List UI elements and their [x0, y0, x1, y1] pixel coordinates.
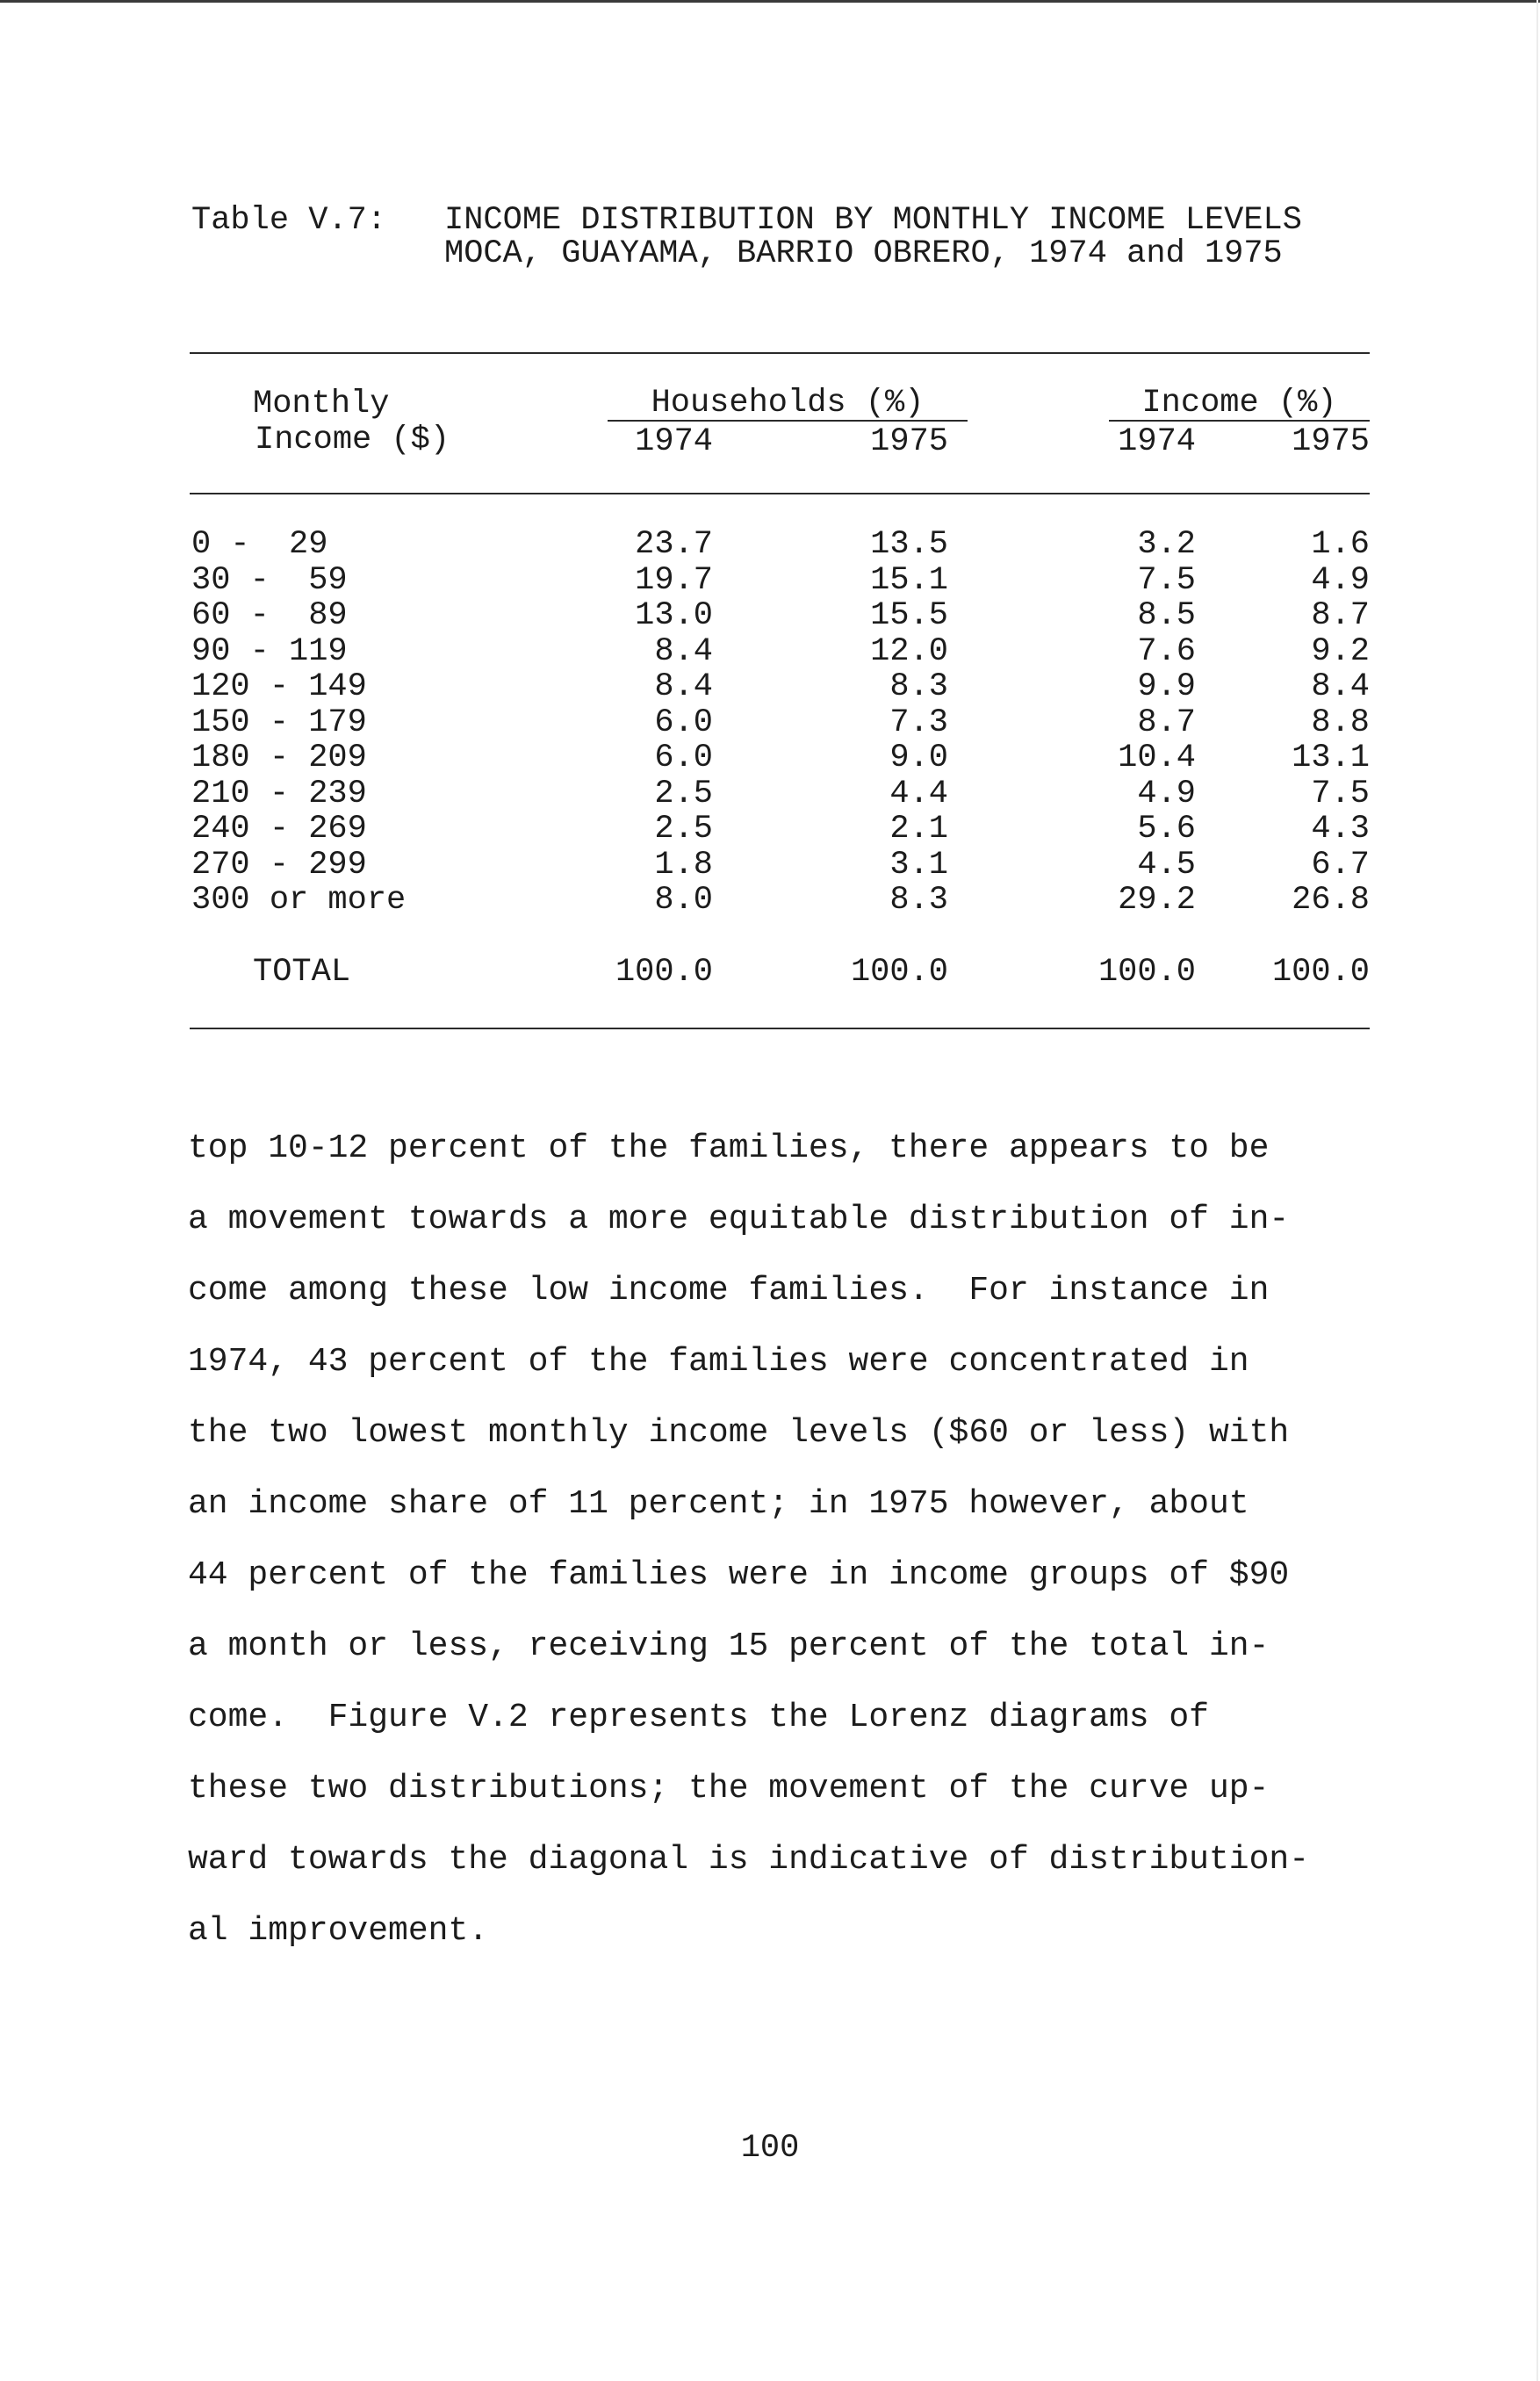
- body-line: come. Figure V.2 represents the Lorenz diagrams of: [188, 1699, 1209, 1736]
- cell-households-1974: 19.7: [635, 561, 713, 599]
- top-edge-rule: [0, 0, 1540, 3]
- cell-income-1974: 7.6: [1137, 632, 1196, 670]
- cell-households-1975: 12.0: [870, 632, 948, 670]
- body-line: a month or less, receiving 15 percent of the total in-: [188, 1627, 1270, 1665]
- cell-income-1974: 4.9: [1137, 775, 1196, 812]
- cell-range: 30 - 59: [191, 561, 348, 599]
- cell-households-1974: 6.0: [654, 740, 713, 776]
- cell-households-1974: 1.8: [654, 846, 713, 884]
- table-row: [0, 634, 1540, 670]
- cell-households-1975: 3.1: [889, 846, 948, 884]
- cell-income-1975: 8.4: [1311, 668, 1370, 705]
- cell-households-1975: 2.1: [889, 811, 948, 848]
- cell-households-1975: 8.3: [889, 882, 948, 919]
- cell-income-1975: 4.9: [1311, 561, 1370, 599]
- body-line: ward towards the diagonal is indicative of distribution-: [188, 1841, 1310, 1879]
- header-income-pct: Income (%): [1109, 386, 1370, 422]
- cell-households-1975: 15.1: [870, 561, 948, 599]
- total-label: TOTAL: [253, 954, 351, 991]
- header-income-1974: 1974: [1118, 423, 1196, 460]
- cell-income-1974: 5.6: [1137, 811, 1196, 848]
- cell-income-1974: 29.2: [1118, 882, 1196, 919]
- cell-income-1975: 8.8: [1311, 703, 1370, 741]
- cell-income-1974: 4.5: [1137, 846, 1196, 884]
- table-row: [0, 527, 1540, 563]
- cell-households-1974: 8.4: [654, 632, 713, 670]
- header-income-dollar: Income ($): [255, 422, 450, 458]
- body-paragraph: [188, 1131, 1382, 1985]
- page-edge: [1536, 0, 1538, 2381]
- cell-range: 60 - 89: [191, 597, 348, 634]
- cell-range: 150 - 179: [191, 703, 367, 741]
- table-bottom-rule: [190, 1028, 1370, 1029]
- cell-income-1974: 7.5: [1137, 561, 1196, 599]
- table-row: [0, 883, 1540, 919]
- cell-households-1975: 4.4: [889, 775, 948, 812]
- page-number: 100: [740, 2130, 800, 2167]
- cell-households-1974: 6.0: [654, 703, 713, 741]
- cell-income-1975: 6.7: [1311, 846, 1370, 884]
- table-total-row: [0, 955, 1540, 990]
- header-households-1975: 1975: [870, 423, 948, 460]
- total-income-1975: 100.0: [1271, 954, 1370, 991]
- cell-households-1974: 23.7: [635, 526, 713, 563]
- table-row: [0, 705, 1540, 741]
- body-line: al improvement.: [188, 1912, 489, 1950]
- cell-income-1975: 8.7: [1311, 597, 1370, 634]
- table-body: [0, 527, 1540, 919]
- cell-income-1975: 9.2: [1311, 632, 1370, 670]
- table-row: [0, 669, 1540, 705]
- body-line: an income share of 11 percent; in 1975 however, about: [188, 1485, 1249, 1523]
- body-line: 1974, 43 percent of the families were concentrated in: [188, 1343, 1249, 1381]
- cell-income-1974: 8.5: [1137, 597, 1196, 634]
- body-line: come among these low income families. For instance in: [188, 1272, 1270, 1310]
- table-title-line-1: INCOME DISTRIBUTION BY MONTHLY INCOME LEVELS: [444, 202, 1302, 239]
- cell-range: 90 - 119: [191, 632, 348, 670]
- body-line: a movement towards a more equitable distribution of in-: [188, 1201, 1290, 1238]
- cell-range: 0 - 29: [191, 526, 328, 563]
- cell-range: 300 or more: [191, 882, 407, 919]
- header-households-1974: 1974: [635, 423, 713, 460]
- cell-income-1974: 3.2: [1137, 526, 1196, 563]
- table-row: [0, 812, 1540, 848]
- body-line: the two lowest monthly income levels ($60 or less) with: [188, 1414, 1290, 1452]
- table-label: Table V.7:: [191, 202, 387, 239]
- cell-households-1975: 8.3: [889, 668, 948, 705]
- cell-households-1975: 7.3: [889, 703, 948, 741]
- header-monthly: Monthly: [253, 386, 390, 422]
- cell-households-1975: 15.5: [870, 597, 948, 634]
- cell-range: 120 - 149: [191, 668, 367, 705]
- total-households-1974: 100.0: [615, 954, 713, 991]
- total-households-1975: 100.0: [850, 954, 948, 991]
- cell-range: 270 - 299: [191, 846, 367, 884]
- cell-households-1974: 8.4: [654, 668, 713, 705]
- table-caption: [191, 202, 1302, 337]
- cell-households-1974: 8.0: [654, 882, 713, 919]
- cell-households-1974: 2.5: [654, 775, 713, 812]
- cell-households-1974: 13.0: [635, 597, 713, 634]
- table-row: [0, 598, 1540, 634]
- cell-income-1975: 1.6: [1311, 526, 1370, 563]
- header-households-pct: Households (%): [608, 386, 968, 422]
- cell-range: 180 - 209: [191, 740, 367, 776]
- cell-range: 210 - 239: [191, 775, 367, 812]
- cell-income-1974: 10.4: [1118, 740, 1196, 776]
- cell-income-1974: 8.7: [1137, 703, 1196, 741]
- cell-households-1974: 2.5: [654, 811, 713, 848]
- table-row: [0, 776, 1540, 812]
- table-row: [0, 563, 1540, 599]
- body-line: 44 percent of the families were in income groups of $90: [188, 1556, 1290, 1594]
- cell-income-1974: 9.9: [1137, 668, 1196, 705]
- table-row: [0, 740, 1540, 776]
- cell-households-1975: 13.5: [870, 526, 948, 563]
- cell-income-1975: 13.1: [1292, 740, 1370, 776]
- cell-income-1975: 7.5: [1311, 775, 1370, 812]
- cell-range: 240 - 269: [191, 811, 367, 848]
- table-header-rule: [190, 493, 1370, 494]
- cell-income-1975: 26.8: [1292, 882, 1370, 919]
- cell-income-1975: 4.3: [1311, 811, 1370, 848]
- header-income-1975: 1975: [1292, 423, 1370, 460]
- table-row: [0, 848, 1540, 884]
- table-title-line-2: MOCA, GUAYAMA, BARRIO OBRERO, 1974 and 1975: [444, 235, 1283, 272]
- cell-households-1975: 9.0: [889, 740, 948, 776]
- body-line: these two distributions; the movement of the curve up-: [188, 1770, 1270, 1807]
- table-top-rule: [190, 352, 1370, 354]
- body-line: top 10-12 percent of the families, there appears to be: [188, 1129, 1270, 1167]
- total-income-1974: 100.0: [1097, 954, 1196, 991]
